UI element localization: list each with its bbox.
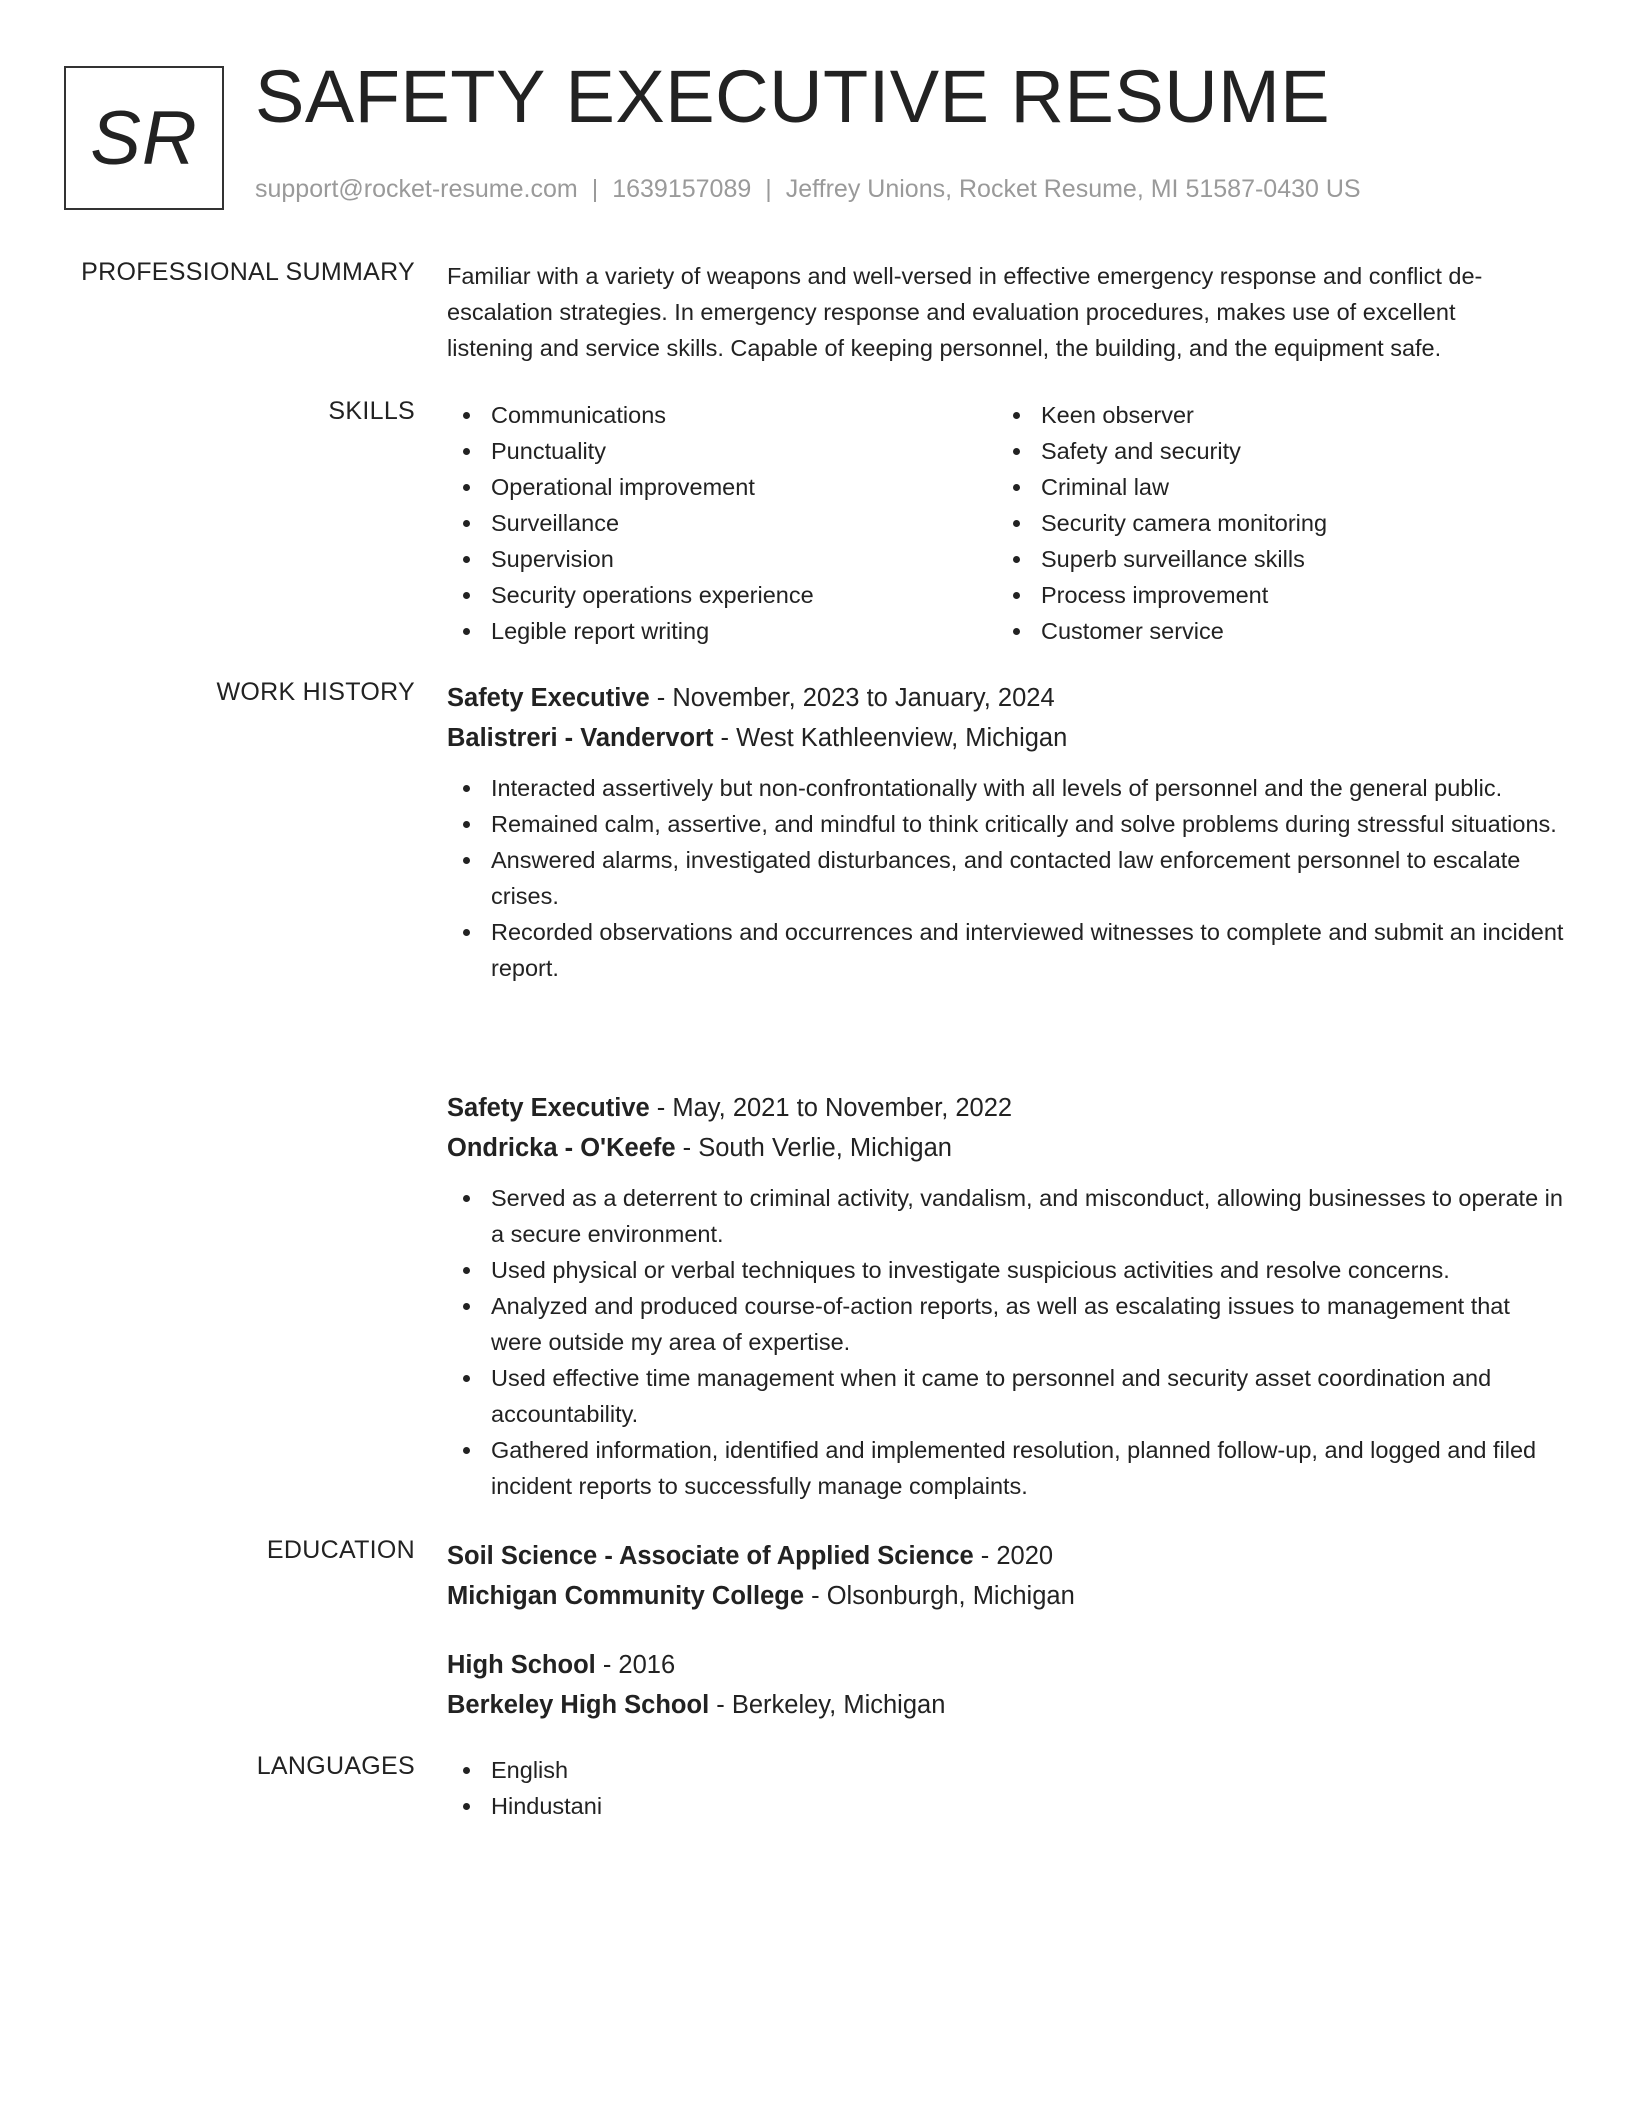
skill-item: Surveillance [447,505,997,541]
job-bullet: Analyzed and produced course-of-action reports, as well as escalating issues to management that were outside my area of expertise. [447,1288,1567,1360]
job-entry [447,1088,1567,1504]
education-degree-line [447,1536,1567,1576]
skills-column-1 [447,397,997,649]
summary-text: Familiar with a variety of weapons and well-versed in effective emergency response and conflict de-escalation strategies. In emergency response and evaluation procedures, makes use of excellent listening and service skills. Capable of keeping personnel, the building, and the equipment safe. [447,263,1483,361]
job-company-line [447,718,1567,758]
job-bullets [447,770,1567,986]
education-school-line [447,1576,1567,1616]
education-degree: Soil Science - Associate of Applied Science [447,1542,974,1570]
contact-line [255,175,1361,204]
job-bullet: Used effective time management when it came to personnel and security asset coordination and accountability. [447,1360,1567,1432]
skill-item: Communications [447,397,997,433]
job-bullets [447,1180,1567,1504]
work-body [447,678,1567,986]
languages-list [447,1752,1567,1824]
education-year: - 2020 [973,1542,1054,1570]
section-label-education: EDUCATION [266,1536,415,1564]
section-label-summary: PROFESSIONAL SUMMARY [81,258,415,286]
education-body-2 [447,1645,1567,1725]
job-title: Safety Executive [447,1094,650,1122]
skill-item: Customer service [997,613,1547,649]
education-degree-line [447,1645,1567,1685]
job-bullet: Used physical or verbal techniques to investigate suspicious activities and resolve concerns. [447,1252,1567,1288]
education-school: Michigan Community College [447,1582,805,1610]
skills-body [447,397,1567,649]
education-degree: High School [447,1651,596,1679]
skill-item: Security camera monitoring [997,505,1547,541]
contact-address: Jeffrey Unions, Rocket Resume, MI 51587-0430 US [785,175,1361,203]
job-title-line [447,678,1567,718]
monogram-badge: SR [64,66,224,210]
language-item: Hindustani [447,1788,1567,1824]
education-entry [447,1645,1567,1725]
skill-item: Process improvement [997,577,1547,613]
section-label-skills: SKILLS [328,397,415,425]
job-bullet: Served as a deterrent to criminal activity, vandalism, and misconduct, allowing businesses to operate in a secure environment. [447,1180,1567,1252]
job-company: Balistreri - Vandervort [447,724,714,752]
language-item: English [447,1752,1567,1788]
skills-column-2 [997,397,1547,649]
education-year: - 2016 [595,1651,676,1679]
skill-item: Security operations experience [447,577,997,613]
job-location: - West Kathleenview, Michigan [713,724,1068,752]
education-school: Berkeley High School [447,1691,710,1719]
skill-item: Supervision [447,541,997,577]
contact-separator: | [591,175,599,203]
skill-item: Criminal law [997,469,1547,505]
education-body [447,1536,1567,1616]
skill-item: Safety and security [997,433,1547,469]
job-bullet: Interacted assertively but non-confrontationally with all levels of personnel and the general public. [447,770,1567,806]
job-bullet: Answered alarms, investigated disturbances, and contacted law enforcement personnel to escalate crises. [447,842,1567,914]
education-location: - Olsonburgh, Michigan [804,1582,1075,1610]
education-entry [447,1536,1567,1616]
skill-item: Operational improvement [447,469,997,505]
skill-item: Legible report writing [447,613,997,649]
work-body-2 [447,1088,1567,1504]
education-school-line [447,1685,1567,1725]
resume-title: SAFETY EXECUTIVE RESUME [255,55,1331,138]
job-company-line [447,1128,1567,1168]
section-label-languages: LANGUAGES [256,1752,415,1780]
skill-item: Punctuality [447,433,997,469]
contact-email: support@rocket-resume.com [255,175,578,203]
job-company: Ondricka - O'Keefe [447,1134,676,1162]
languages-body [447,1752,1567,1824]
job-location: - South Verlie, Michigan [675,1134,952,1162]
contact-separator: | [765,175,772,203]
education-location: - Berkeley, Michigan [709,1691,946,1719]
job-title: Safety Executive [447,684,650,712]
job-bullet: Gathered information, identified and implemented resolution, planned follow-up, and logged and filed incident reports to successfully manage complaints. [447,1432,1567,1504]
section-label-work: WORK HISTORY [216,678,415,706]
skill-item: Superb surveillance skills [997,541,1547,577]
job-title-line [447,1088,1567,1128]
job-entry [447,678,1567,986]
skill-item: Keen observer [997,397,1547,433]
job-bullet: Recorded observations and occurrences and interviewed witnesses to complete and submit an incident report. [447,914,1567,986]
job-dates: - May, 2021 to November, 2022 [649,1094,1013,1122]
job-bullet: Remained calm, assertive, and mindful to think critically and solve problems during stressful situations. [447,806,1567,842]
contact-phone: 1639157089 [612,175,752,203]
job-dates: - November, 2023 to January, 2024 [649,684,1055,712]
